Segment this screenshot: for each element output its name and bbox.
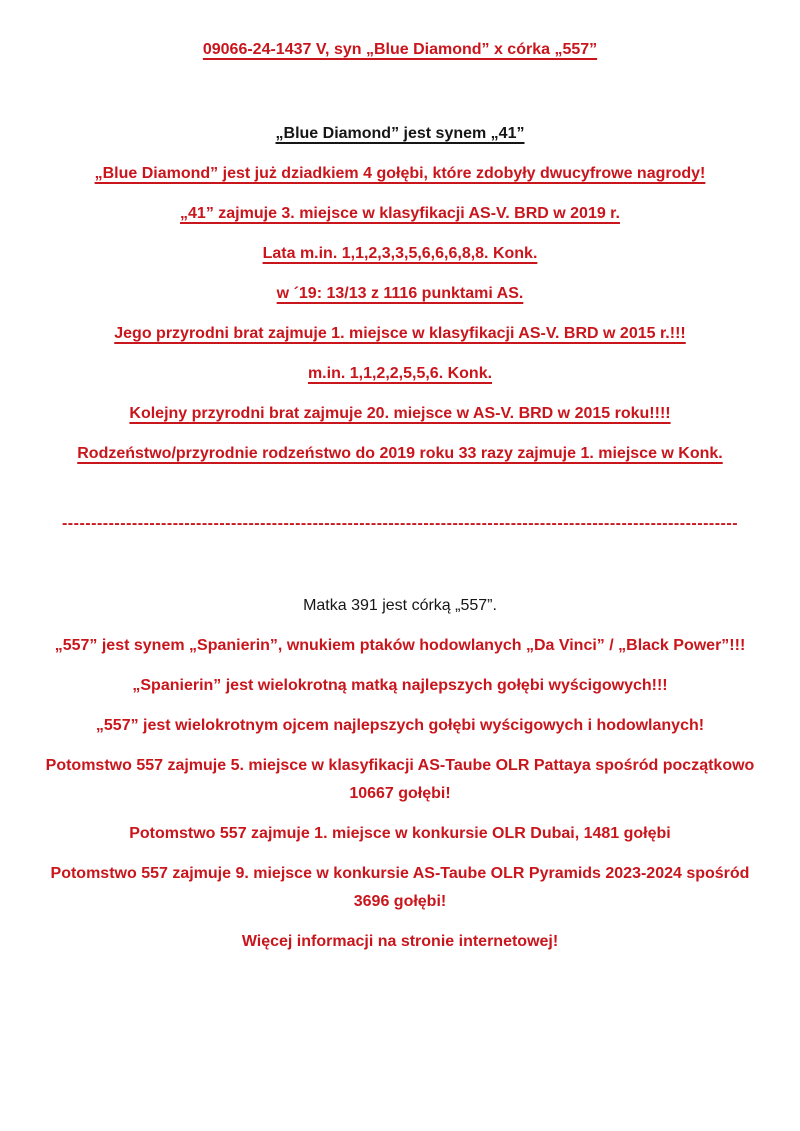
mother-claim-line: Potomstwo 557 zajmuje 1. miejsce w konkursie OLR Dubai, 1481 gołębi [129, 825, 671, 842]
document-title: 09066-24-1437 V, syn „Blue Diamond” x córka „557” [202, 41, 598, 58]
father-claim-line: Lata m.in. 1,1,2,3,3,5,6,6,6,8,8. Konk. [262, 245, 538, 262]
father-claim-line: „Blue Diamond” jest już dziadkiem 4 gołębi, które zdobyły dwucyfrowe nagrody! [94, 165, 706, 182]
mother-claim-line: „557” jest synem „Spanierin”, wnukiem ptaków hodowlanych „Da Vinci” / „Black Power”!!! [54, 637, 746, 654]
mother-intro-line: Matka 391 jest córką „557”. [303, 597, 497, 614]
section-father [38, 120, 762, 468]
father-claim-line: Jego przyrodni brat zajmuje 1. miejsce w klasyfikacji AS-V. BRD w 2015 r.!!! [114, 325, 686, 342]
mother-claim-line: „Spanierin” jest wielokrotną matką najlepszych gołębi wyścigowych!!! [132, 677, 668, 694]
dashed-separator: -------------------------------------------------------------------------------------------------------------------- [61, 515, 739, 532]
mother-claim-line: Więcej informacji na stronie internetowej! [241, 933, 559, 950]
father-claim-line: w ´19: 13/13 z 1116 punktami AS. [276, 285, 524, 302]
father-claim-line: „41” zajmuje 3. miejsce w klasyfikacji AS-V. BRD w 2019 r. [180, 205, 620, 222]
mother-claim-line: Potomstwo 557 zajmuje 5. miejsce w klasyfikacji AS-Taube OLR Pattaya spośród początkowo 10667 gołębi! [45, 757, 755, 802]
father-claim-line: m.in. 1,1,2,2,5,5,6. Konk. [307, 365, 493, 382]
section-mother [38, 592, 762, 956]
father-claim-line: Kolejny przyrodni brat zajmuje 20. miejsce w AS-V. BRD w 2015 roku!!!! [129, 405, 671, 422]
father-claim-line: Rodzeństwo/przyrodnie rodzeństwo do 2019 roku 33 razy zajmuje 1. miejsce w Konk. [77, 445, 723, 462]
father-heading: „Blue Diamond” jest synem „41” [275, 125, 525, 142]
mother-claim-line: Potomstwo 557 zajmuje 9. miejsce w konkursie AS-Taube OLR Pyramids 2023-2024 spośród 3696 gołębi! [50, 865, 750, 910]
mother-claim-line: „557” jest wielokrotnym ojcem najlepszych gołębi wyścigowych i hodowlanych! [95, 717, 705, 734]
